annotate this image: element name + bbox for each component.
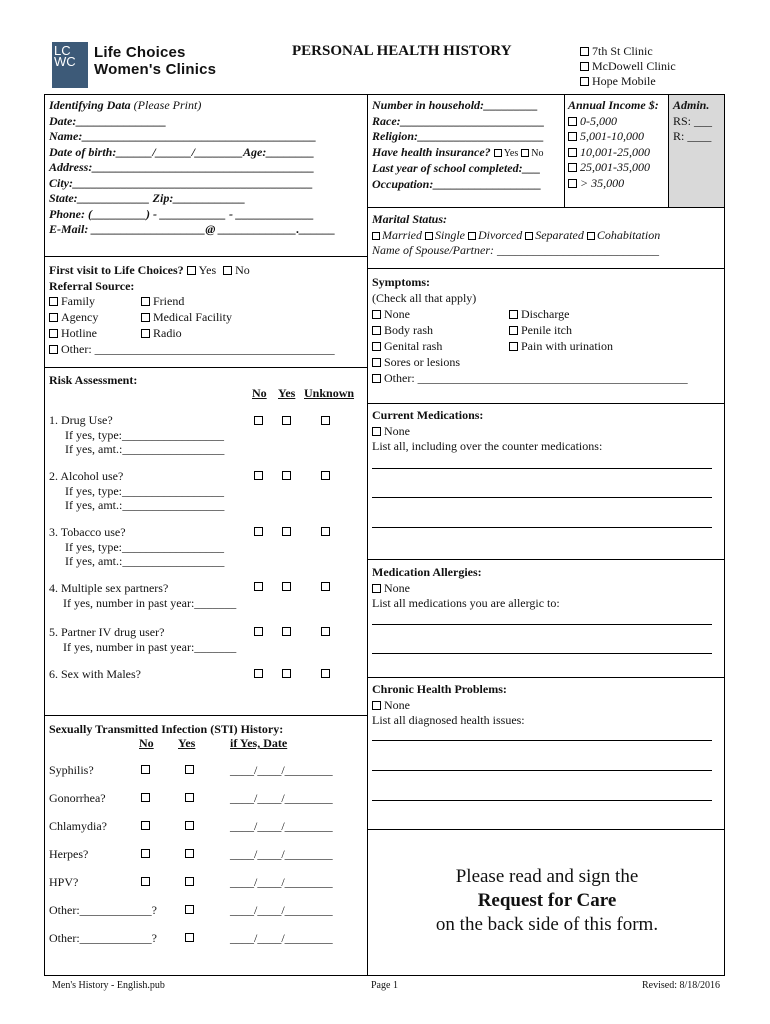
org-name-line2: Women's Clinics [94, 61, 217, 78]
risk-question: 2. Alcohol use? [49, 469, 124, 483]
admin-r-field[interactable]: R: ____ [673, 129, 712, 143]
first-visit-label: First visit to Life Choices? [49, 263, 184, 277]
chronic-section [372, 682, 525, 729]
sti-date-field[interactable]: ____/____/________ [230, 875, 333, 889]
medications-section [372, 408, 602, 455]
sti-date-field[interactable]: ____/____/________ [230, 903, 333, 917]
checkbox-icon[interactable] [321, 669, 330, 678]
income-option[interactable]: 0-5,000 [568, 114, 659, 130]
referral-option[interactable]: Family [49, 293, 335, 309]
risk-item [49, 581, 236, 610]
checkbox-icon[interactable] [568, 117, 577, 126]
risk-item [49, 413, 224, 457]
risk-question: 6. Sex with Males? [49, 667, 141, 681]
risk-question: 5. Partner IV drug user? [49, 625, 165, 639]
checkbox-icon[interactable] [185, 877, 194, 886]
referral-option[interactable]: Radio [141, 325, 232, 341]
sti-date-field[interactable]: ____/____/________ [230, 931, 333, 945]
allergies-none[interactable]: None [372, 581, 560, 597]
marital-heading: Marital Status: [372, 212, 448, 226]
chronic-prompt: List all diagnosed health issues: [372, 713, 525, 727]
checkbox-icon[interactable] [580, 62, 589, 71]
marital-option[interactable]: Married [372, 228, 422, 242]
risk-question: 1. Drug Use? [49, 413, 113, 427]
household-number-field[interactable]: Number in household:_________ [372, 98, 539, 112]
symptom-option[interactable]: None [372, 306, 688, 322]
checkbox-icon[interactable] [185, 821, 194, 830]
marital-option[interactable]: Single [425, 228, 465, 242]
checkbox-icon[interactable] [141, 297, 150, 306]
checkbox-icon[interactable] [49, 313, 58, 322]
clinic-option[interactable]: 7th St Clinic [580, 44, 676, 59]
checkbox-icon[interactable] [254, 582, 263, 591]
sti-date-field[interactable]: ____/____/________ [230, 819, 333, 833]
allergies-prompt: List all medications you are allergic to: [372, 596, 560, 610]
footer-left: Men's History - English.pub [52, 980, 165, 991]
income-option[interactable]: 25,001-35,000 [568, 160, 659, 176]
race-field[interactable]: Race:________________________ [372, 113, 545, 128]
right-divider [367, 403, 725, 404]
dob-age-field[interactable]: Date of birth:______/______/________Age:________ [49, 144, 315, 159]
income-option[interactable]: 10,001-25,000 [568, 145, 659, 161]
checkbox-icon[interactable] [321, 627, 330, 636]
symptom-option[interactable]: Body rash [372, 322, 688, 338]
symptom-option[interactable]: Pain with urination [509, 338, 613, 354]
risk-subfield[interactable]: If yes, amt.:_________________ [65, 442, 225, 456]
request-line2: Request for Care [477, 890, 617, 911]
marital-option[interactable]: Cohabitation [587, 228, 660, 242]
risk-subfield[interactable]: If yes, number in past year:_______ [63, 639, 237, 654]
checkbox-icon[interactable] [321, 582, 330, 591]
checkbox-icon[interactable] [372, 342, 381, 351]
checkbox-icon[interactable] [372, 427, 381, 436]
left-divider [44, 715, 368, 716]
right-divider [367, 268, 725, 269]
religion-field[interactable]: Religion:_____________________ [372, 129, 545, 143]
household-section [372, 98, 545, 192]
checkbox-icon[interactable] [254, 527, 263, 536]
checkbox-icon[interactable] [580, 47, 589, 56]
checkbox-icon[interactable] [185, 933, 194, 942]
checkbox-icon[interactable] [185, 793, 194, 802]
school-field[interactable]: Last year of school completed:___ [372, 161, 541, 175]
checkbox-icon[interactable] [282, 669, 291, 678]
admin-heading: Admin. [673, 98, 710, 112]
checkbox-icon[interactable] [141, 793, 150, 802]
request-line1: Please read and sign the [455, 866, 639, 887]
city-field[interactable]: City:________________________________________ [49, 175, 313, 190]
name-field[interactable]: Name:_______________________________________ [49, 129, 317, 143]
sti-col-no: No [139, 736, 154, 750]
clinic-option[interactable]: McDowell Clinic [580, 59, 676, 74]
checkbox-icon[interactable] [509, 342, 518, 351]
email-field[interactable]: E-Mail: ___________________@ _____________.______ [49, 222, 336, 236]
identifying-heading: Identifying Data [49, 98, 131, 112]
checkbox-icon[interactable] [521, 149, 529, 157]
marital-section [372, 212, 660, 259]
chronic-heading: Chronic Health Problems: [372, 682, 507, 696]
sti-date-field[interactable]: ____/____/________ [230, 763, 333, 777]
state-field[interactable]: State:____________ [49, 191, 150, 205]
checkbox-icon[interactable] [372, 232, 380, 240]
footer-revised: Revised: 8/18/2016 [642, 980, 721, 991]
checkbox-icon[interactable] [254, 416, 263, 425]
checkbox-icon[interactable] [254, 669, 263, 678]
risk-question: 3. Tobacco use? [49, 525, 126, 539]
checkbox-icon[interactable] [141, 329, 150, 338]
admin-section [673, 98, 712, 145]
right-divider [367, 207, 725, 208]
checkbox-icon[interactable] [282, 416, 291, 425]
checkbox-icon[interactable] [141, 877, 150, 886]
address-field[interactable]: Address:_____________________________________ [49, 160, 315, 174]
zip-field[interactable]: Zip:____________ [152, 191, 246, 205]
checkbox-icon[interactable] [568, 132, 577, 141]
checkbox-icon[interactable] [223, 266, 232, 275]
occupation-field[interactable]: Occupation:__________________ [372, 176, 542, 191]
referral-option[interactable]: Medical Facility [141, 309, 232, 325]
risk-question: 4. Multiple sex partners? [49, 581, 169, 595]
checkbox-icon[interactable] [568, 163, 577, 172]
income-heading: Annual Income $: [568, 98, 659, 112]
checkbox-icon[interactable] [587, 232, 595, 240]
page-title: PERSONAL HEALTH HISTORY [292, 43, 512, 59]
referral-section [49, 262, 250, 294]
checkbox-icon[interactable] [49, 297, 58, 306]
allergies-heading: Medication Allergies: [372, 565, 482, 579]
right-divider [367, 677, 725, 678]
date-field[interactable]: Date:_______________ [49, 113, 167, 128]
symptom-option[interactable]: Genital rash [372, 338, 688, 354]
symptoms-heading: Symptoms: [372, 275, 431, 289]
sti-date-field[interactable]: ____/____/________ [230, 847, 333, 861]
risk-col-unknown: Unknown [304, 386, 355, 400]
checkbox-icon[interactable] [372, 326, 381, 335]
checkbox-icon[interactable] [494, 149, 502, 157]
sti-item: HPV? [49, 875, 79, 889]
chronic-none[interactable]: None [372, 698, 525, 714]
checkbox-icon[interactable] [185, 905, 194, 914]
checkbox-icon[interactable] [425, 232, 433, 240]
symptom-option[interactable]: Sores or lesions [372, 354, 688, 370]
checkbox-icon[interactable] [254, 627, 263, 636]
checkbox-icon[interactable] [187, 266, 196, 275]
risk-subfield[interactable]: If yes, amt.:_________________ [65, 554, 225, 568]
center-divider [367, 94, 368, 976]
clinic-logo [52, 42, 88, 88]
frame-right [724, 94, 725, 976]
symptom-option[interactable]: Discharge [509, 306, 613, 322]
checkbox-icon[interactable] [372, 310, 381, 319]
insurance-no: No [531, 147, 544, 159]
referral-option[interactable]: Hotline [49, 325, 335, 341]
checkbox-icon[interactable] [141, 849, 150, 858]
sti-item: Gonorrhea? [49, 791, 106, 805]
checkbox-icon[interactable] [580, 77, 589, 86]
symptoms-note: (Check all that apply) [372, 291, 477, 305]
checkbox-icon[interactable] [282, 527, 291, 536]
sti-col-date: if Yes, Date [230, 736, 288, 750]
risk-subfield[interactable]: If yes, type:_________________ [65, 427, 224, 442]
referral-option[interactable]: Agency [49, 309, 335, 325]
sti-item: Syphilis? [49, 763, 94, 777]
referral-col2 [141, 293, 232, 341]
checkbox-icon[interactable] [372, 358, 381, 367]
frame-left [44, 94, 45, 976]
medications-none[interactable]: None [372, 424, 602, 440]
medications-writing-line[interactable] [372, 527, 712, 528]
sti-item: Herpes? [49, 847, 89, 861]
symptom-option[interactable]: Penile itch [509, 322, 613, 338]
risk-item [49, 525, 224, 569]
footer-page: Page 1 [371, 980, 398, 991]
sti-item: Chlamydia? [49, 819, 107, 833]
allergies-writing-line[interactable] [372, 624, 712, 625]
referral-source-heading: Referral Source: [49, 279, 135, 293]
income-option[interactable]: 5,001-10,000 [568, 129, 659, 145]
checkbox-icon[interactable] [141, 821, 150, 830]
risk-subfield[interactable]: If yes, amt.:_________________ [65, 498, 225, 512]
medications-writing-line[interactable] [372, 468, 712, 469]
left-divider [44, 256, 368, 257]
identifying-note: (Please Print) [133, 98, 202, 112]
income-section [568, 98, 659, 191]
referral-other-field[interactable]: Other: ________________________________________ [49, 341, 335, 357]
medications-writing-line[interactable] [372, 497, 712, 498]
chronic-writing-line[interactable] [372, 770, 712, 771]
allergies-section [372, 565, 560, 612]
income-option[interactable]: > 35,000 [568, 176, 659, 192]
sti-item-other[interactable]: Other:____________? [49, 931, 157, 945]
medications-heading: Current Medications: [372, 408, 484, 422]
left-divider [44, 367, 368, 368]
checkbox-icon[interactable] [282, 627, 291, 636]
risk-subfield[interactable]: If yes, number in past year:_______ [63, 595, 237, 610]
checkbox-icon[interactable] [185, 765, 194, 774]
sti-col-yes: Yes [178, 736, 196, 750]
checkbox-icon[interactable] [509, 326, 518, 335]
spouse-name-field[interactable]: Name of Spouse/Partner: ___________________________ [372, 243, 659, 257]
checkbox-icon[interactable] [321, 471, 330, 480]
checkbox-icon[interactable] [525, 232, 533, 240]
logo-mark: LCWC [54, 43, 76, 69]
first-visit-no: No [235, 263, 250, 277]
checkbox-icon[interactable] [509, 310, 518, 319]
checkbox-icon[interactable] [282, 471, 291, 480]
checkbox-icon[interactable] [568, 179, 577, 188]
checkbox-icon[interactable] [49, 329, 58, 338]
marital-option[interactable]: Divorced [468, 228, 522, 242]
checkbox-icon[interactable] [254, 471, 263, 480]
frame-bottom [44, 975, 725, 976]
org-name-line1: Life Choices [94, 44, 186, 61]
risk-item [49, 625, 236, 654]
risk-subfield[interactable]: If yes, type:_________________ [65, 483, 224, 498]
request-line3: on the back side of this form. [435, 914, 659, 935]
clinic-options [580, 44, 676, 89]
checkbox-icon[interactable] [321, 527, 330, 536]
frame-top [44, 94, 725, 95]
symptoms-col2 [509, 306, 613, 354]
checkbox-icon[interactable] [372, 701, 381, 710]
symptom-other-field[interactable]: Other: _____________________________________________ [372, 370, 688, 386]
income-divider [564, 94, 565, 207]
insurance-label: Have health insurance? [372, 144, 491, 159]
checkbox-icon[interactable] [568, 148, 577, 157]
risk-heading: Risk Assessment: [49, 373, 138, 387]
checkbox-icon[interactable] [141, 313, 150, 322]
risk-item [49, 469, 224, 513]
risk-col-no: No [252, 386, 267, 400]
checkbox-icon[interactable] [468, 232, 476, 240]
checkbox-icon[interactable] [321, 416, 330, 425]
sti-date-field[interactable]: ____/____/________ [230, 791, 333, 805]
identifying-data-section [49, 98, 335, 238]
right-divider [367, 829, 725, 830]
checkbox-icon[interactable] [49, 345, 58, 354]
sti-heading: Sexually Transmitted Infection (STI) History: [49, 722, 284, 736]
chronic-writing-line[interactable] [372, 740, 712, 741]
insurance-yes: Yes [503, 147, 519, 159]
checkbox-icon[interactable] [372, 584, 381, 593]
risk-col-yes: Yes [278, 386, 296, 400]
referral-option[interactable]: Friend [141, 293, 232, 309]
checkbox-icon[interactable] [282, 582, 291, 591]
checkbox-icon[interactable] [372, 374, 381, 383]
first-visit-yes: Yes [198, 263, 217, 277]
medications-prompt: List all, including over the counter medications: [372, 439, 603, 453]
risk-subfield[interactable]: If yes, type:_________________ [65, 539, 224, 554]
admin-rs-field[interactable]: RS: ___ [673, 113, 713, 128]
right-divider [367, 559, 725, 560]
allergies-writing-line[interactable] [372, 653, 712, 654]
chronic-writing-line[interactable] [372, 800, 712, 801]
checkbox-icon[interactable] [185, 849, 194, 858]
sti-item-other[interactable]: Other:____________? [49, 903, 157, 917]
marital-option[interactable]: Separated [525, 228, 584, 242]
checkbox-icon[interactable] [141, 765, 150, 774]
clinic-option[interactable]: Hope Mobile [580, 74, 676, 89]
phone-field[interactable]: Phone: (_________) - ___________ - _____________ [49, 206, 314, 221]
